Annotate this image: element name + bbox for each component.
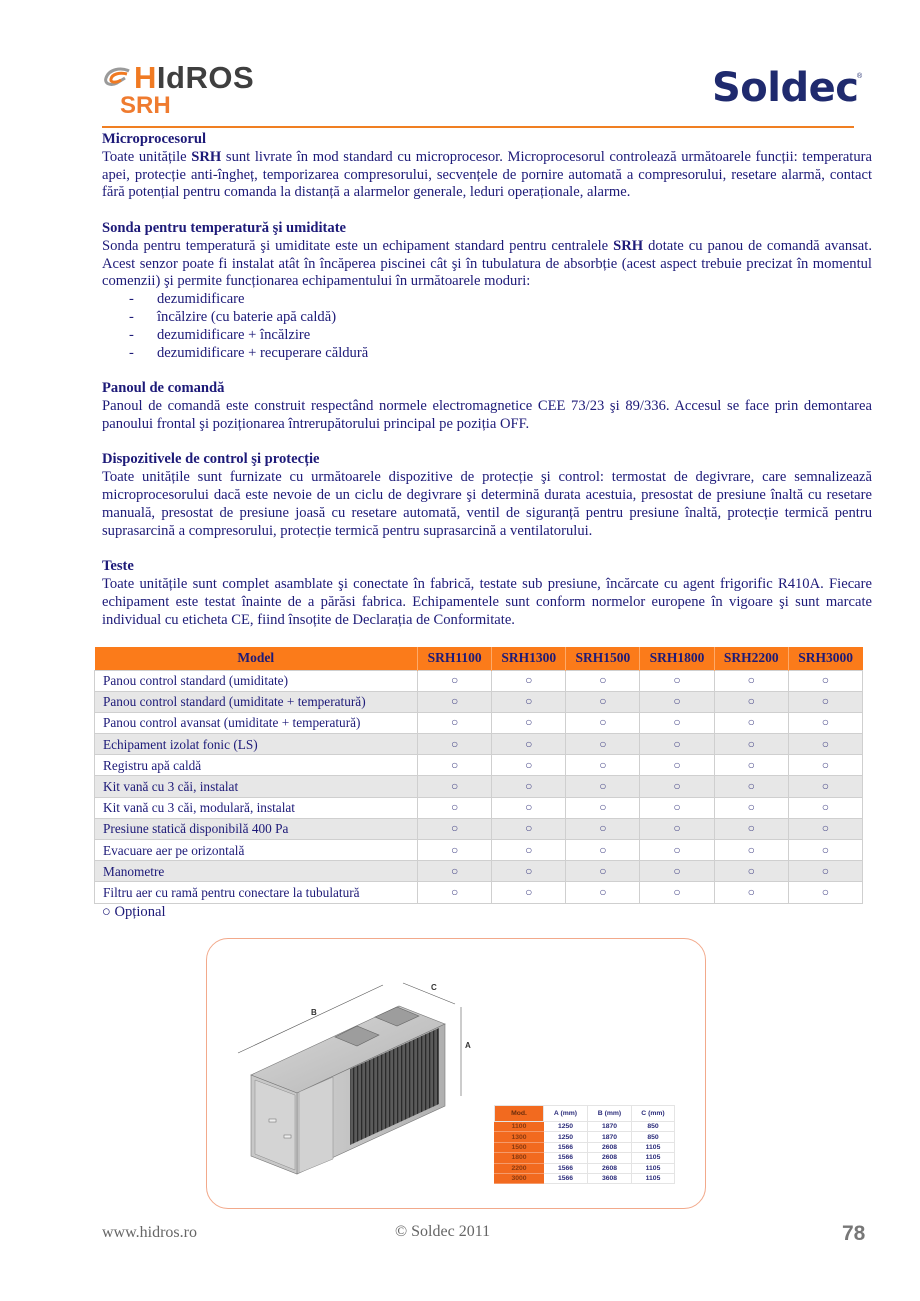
dimension-cell: 850 xyxy=(632,1132,675,1142)
column-header: SRH1300 xyxy=(492,647,566,670)
optional-marker: ○ xyxy=(492,882,566,903)
column-header: SRH3000 xyxy=(788,647,862,670)
table-row xyxy=(495,1163,675,1173)
dimension-cell: 1105 xyxy=(632,1153,675,1163)
hidros-wordmark: HIdROS xyxy=(134,59,255,95)
optional-marker: ○ xyxy=(640,691,714,712)
optional-marker: ○ xyxy=(492,818,566,839)
optional-marker: ○ xyxy=(418,776,492,797)
optional-marker: ○ xyxy=(714,776,788,797)
optional-marker: ○ xyxy=(566,691,640,712)
optional-marker: ○ xyxy=(566,861,640,882)
options-table xyxy=(94,647,863,904)
table-row xyxy=(495,1142,675,1152)
option-label: Kit vană cu 3 căi, instalat xyxy=(95,776,418,797)
section-text: Toate unitățile SRH sunt livrate în mod standard cu microprocesor. Microprocesorul controlează următoarele funcții: temperatura apei, protecție anti-îngheț, temporizarea compresorului, secvențele de pornire automată a compresorului, resetare alarmă, contact fără potențial pentru comanda la distanță a alarmelor generale, leduri operaționale, alarme. xyxy=(102,148,872,201)
table-row xyxy=(495,1153,675,1163)
optional-marker: ○ xyxy=(566,882,640,903)
column-header: SRH1500 xyxy=(566,647,640,670)
optional-marker: ○ xyxy=(418,755,492,776)
section-microprocesor xyxy=(102,131,872,202)
section-panou xyxy=(102,380,872,433)
dimension-cell: 1250 xyxy=(544,1132,588,1142)
section-dispozitive xyxy=(102,451,872,540)
optional-marker: ○ xyxy=(714,861,788,882)
table-row xyxy=(95,691,863,712)
dimension-cell: 2608 xyxy=(588,1153,632,1163)
optional-marker: ○ xyxy=(788,818,862,839)
optional-marker: ○ xyxy=(640,755,714,776)
list-item: - dezumidificare + încălzire xyxy=(129,326,311,343)
optional-marker: ○ xyxy=(492,712,566,733)
optional-marker: ○ xyxy=(788,712,862,733)
optional-marker: ○ xyxy=(640,861,714,882)
optional-marker: ○ xyxy=(418,797,492,818)
section-title: Sonda pentru temperatură şi umiditate xyxy=(102,219,347,236)
column-header: C (mm) xyxy=(632,1106,675,1122)
column-header: SRH1100 xyxy=(418,647,492,670)
dimension-cell: 850 xyxy=(632,1122,675,1132)
optional-marker: ○ xyxy=(640,734,714,755)
optional-marker: ○ xyxy=(566,797,640,818)
dimension-label-c: C xyxy=(431,983,437,992)
optional-marker: ○ xyxy=(492,691,566,712)
column-header: A (mm) xyxy=(544,1106,588,1122)
table-legend: ○ Opțional xyxy=(102,904,166,920)
section-text: Toate unitățile sunt furnizate cu următoarele dispozitive de protecție şi control: termostat de degivrare, care semnalizează microprocesorului dacă este nevoie de un ciclu de degivrare şi determină durata acestuia, presostat de presiune înaltă cu resetare manuală, presostat de presiune joasă cu resetare automată, ventil de siguranță pentru presiune înaltă, protecție termică pentru suprasarcină a compresorului, protecție termică pentru suprasarcină a ventilatorului. xyxy=(102,469,872,539)
dimension-cell: 1250 xyxy=(544,1122,588,1132)
option-label: Kit vană cu 3 căi, modulară, instalat xyxy=(95,797,418,818)
option-label: Echipament izolat fonic (LS) xyxy=(95,734,418,755)
dimension-cell: 1566 xyxy=(544,1163,588,1173)
optional-marker: ○ xyxy=(566,755,640,776)
list-item: - dezumidificare + recuperare căldură xyxy=(129,344,369,361)
model-cell: 2200 xyxy=(495,1163,544,1173)
section-teste xyxy=(102,558,872,629)
section-text: Toate unitățile sunt complet asamblate şi conectate în fabrică, testate sub presiune, încărcate cu agent frigorific R410A. Fiecare echipament este testat înainte de a părăsi fabrica. Echipamentele sunt conform normelor europene în vigoare şi sunt marcate individual cu eticheta CE, fiind însoțite de Declarația de Conformitate. xyxy=(102,575,872,628)
table-header-row xyxy=(495,1106,675,1122)
optional-marker: ○ xyxy=(714,712,788,733)
header-divider xyxy=(102,126,854,128)
option-label: Presiune statică disponibilă 400 Pa xyxy=(95,818,418,839)
optional-marker: ○ xyxy=(714,734,788,755)
optional-marker: ○ xyxy=(418,861,492,882)
optional-marker: ○ xyxy=(640,670,714,691)
soldec-logo: Soldec xyxy=(712,65,859,111)
list-item: - încălzire (cu baterie apă caldă) xyxy=(129,308,337,325)
optional-marker: ○ xyxy=(640,818,714,839)
table-row xyxy=(95,755,863,776)
optional-marker: ○ xyxy=(640,882,714,903)
dimension-label-a: A xyxy=(465,1041,471,1050)
section-text: Sonda pentru temperatură şi umiditate este un echipament standard pentru centralele SRH dotate cu panou de comandă avansat. Acest senzor poate fi instalat atât în încăperea piscinei cât şi în tubulatura de absorbție (acest aspect trebuie precizat în momentul comenzii) şi permite funcționarea echipamentului în următoarele moduri: xyxy=(102,237,872,290)
dimension-cell: 1870 xyxy=(588,1132,632,1142)
column-header: SRH1800 xyxy=(640,647,714,670)
table-row xyxy=(95,776,863,797)
option-label: Manometre xyxy=(95,861,418,882)
dimension-cell: 1566 xyxy=(544,1142,588,1152)
dimensions-table xyxy=(494,1105,675,1184)
optional-marker: ○ xyxy=(640,776,714,797)
table-row xyxy=(495,1173,675,1183)
section-title: Panoul de comandă xyxy=(102,380,225,397)
option-label: Evacuare aer pe orizontală xyxy=(95,840,418,861)
unit-dimensions-figure xyxy=(206,938,706,1209)
dimension-cell: 3608 xyxy=(588,1173,632,1183)
dimension-cell: 1105 xyxy=(632,1163,675,1173)
table-row xyxy=(95,861,863,882)
table-row xyxy=(95,840,863,861)
optional-marker: ○ xyxy=(714,691,788,712)
optional-marker: ○ xyxy=(566,840,640,861)
registered-mark: ® xyxy=(857,73,863,80)
operating-modes-list xyxy=(102,291,872,362)
model-cell: 1500 xyxy=(495,1142,544,1152)
column-header: Mod. xyxy=(495,1106,544,1122)
optional-marker: ○ xyxy=(418,691,492,712)
table-row xyxy=(95,818,863,839)
model-cell: 1300 xyxy=(495,1132,544,1142)
dimension-cell: 1870 xyxy=(588,1122,632,1132)
optional-marker: ○ xyxy=(714,882,788,903)
optional-marker: ○ xyxy=(714,755,788,776)
option-label: Registru apă caldă xyxy=(95,755,418,776)
optional-marker: ○ xyxy=(788,691,862,712)
optional-marker: ○ xyxy=(566,734,640,755)
optional-marker: ○ xyxy=(640,797,714,818)
dimension-cell: 2608 xyxy=(588,1142,632,1152)
column-header: B (mm) xyxy=(588,1106,632,1122)
optional-marker: ○ xyxy=(788,861,862,882)
optional-marker: ○ xyxy=(566,776,640,797)
optional-marker: ○ xyxy=(714,670,788,691)
optional-marker: ○ xyxy=(788,755,862,776)
column-header: Model xyxy=(95,647,418,670)
option-label: Panou control avansat (umiditate + temperatură) xyxy=(95,712,418,733)
column-header: SRH2200 xyxy=(714,647,788,670)
table-header-row xyxy=(95,647,863,670)
optional-marker: ○ xyxy=(640,840,714,861)
model-cell: 1100 xyxy=(495,1122,544,1132)
optional-marker: ○ xyxy=(788,734,862,755)
dimension-cell: 1105 xyxy=(632,1142,675,1152)
optional-marker: ○ xyxy=(418,670,492,691)
hidros-swoosh-icon xyxy=(103,66,133,88)
optional-marker: ○ xyxy=(566,712,640,733)
optional-marker: ○ xyxy=(492,670,566,691)
dimension-cell: 2608 xyxy=(588,1163,632,1173)
optional-marker: ○ xyxy=(418,712,492,733)
model-cell: 3000 xyxy=(495,1173,544,1183)
product-series-label: SRH xyxy=(120,92,171,119)
optional-marker: ○ xyxy=(714,840,788,861)
optional-marker: ○ xyxy=(788,840,862,861)
table-row xyxy=(495,1122,675,1132)
table-row xyxy=(95,797,863,818)
optional-marker: ○ xyxy=(788,776,862,797)
hidros-logo xyxy=(103,60,283,94)
optional-marker: ○ xyxy=(418,734,492,755)
table-row xyxy=(95,670,863,691)
optional-marker: ○ xyxy=(788,797,862,818)
section-title: Microprocesorul xyxy=(102,131,207,147)
document-body xyxy=(102,131,872,647)
optional-marker: ○ xyxy=(640,712,714,733)
optional-marker: ○ xyxy=(492,861,566,882)
model-cell: 1800 xyxy=(495,1153,544,1163)
optional-marker: ○ xyxy=(714,797,788,818)
optional-marker: ○ xyxy=(492,797,566,818)
footer-website-link[interactable]: www.hidros.ro xyxy=(102,1224,197,1241)
dimension-cell: 1566 xyxy=(544,1173,588,1183)
option-label: Panou control standard (umiditate + temperatură) xyxy=(95,691,418,712)
dimension-cell: 1105 xyxy=(632,1173,675,1183)
dimension-cell: 1566 xyxy=(544,1153,588,1163)
optional-marker: ○ xyxy=(566,818,640,839)
section-text: Panoul de comandă este construit respectând normele electromagnetice CEE 73/23 şi 89/336. Accesul se face prin demontarea panoului frontal şi poziționarea întrerupătorului principal pe poziția OFF. xyxy=(102,397,872,432)
optional-marker: ○ xyxy=(418,818,492,839)
optional-marker: ○ xyxy=(714,818,788,839)
optional-marker: ○ xyxy=(788,670,862,691)
optional-marker: ○ xyxy=(492,776,566,797)
dimension-label-b: B xyxy=(311,1008,317,1017)
table-row xyxy=(95,882,863,903)
optional-marker: ○ xyxy=(418,882,492,903)
table-row xyxy=(495,1132,675,1142)
footer-copyright: © Soldec 2011 xyxy=(395,1223,491,1240)
option-label: Panou control standard (umiditate) xyxy=(95,670,418,691)
optional-marker: ○ xyxy=(566,670,640,691)
unit-illustration xyxy=(225,951,485,1201)
list-item: - dezumidificare xyxy=(129,291,245,308)
optional-marker: ○ xyxy=(492,840,566,861)
section-sonda xyxy=(102,220,872,362)
optional-marker: ○ xyxy=(492,755,566,776)
page-number: 78 xyxy=(842,1222,866,1245)
section-title: Teste xyxy=(102,558,134,575)
table-row xyxy=(95,734,863,755)
option-label: Filtru aer cu ramă pentru conectare la tubulatură xyxy=(95,882,418,903)
optional-marker: ○ xyxy=(788,882,862,903)
optional-marker: ○ xyxy=(492,734,566,755)
section-title: Dispozitivele de control şi protecție xyxy=(102,451,320,468)
optional-marker: ○ xyxy=(418,840,492,861)
table-row xyxy=(95,712,863,733)
